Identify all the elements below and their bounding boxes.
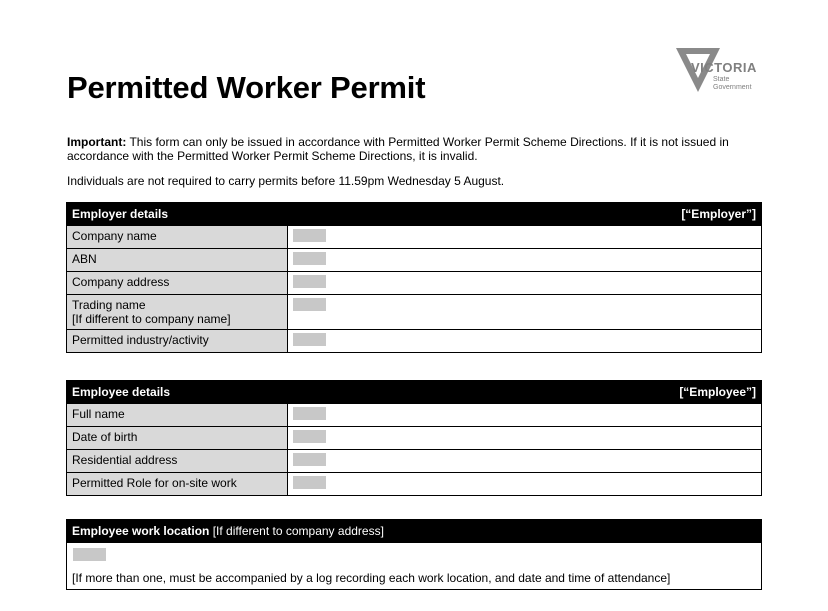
logo-subtitle: State Government: [713, 76, 752, 91]
work-location-section: [66, 519, 762, 590]
table-row: [67, 404, 762, 427]
permitted-industry-field[interactable]: [293, 333, 326, 346]
permitted-role-label: Permitted Role for on-site work: [67, 473, 288, 496]
table-row: [67, 473, 762, 496]
employer-tag: [“Employer”]: [681, 207, 756, 221]
important-label: Important:: [67, 135, 127, 149]
employer-details-table: [66, 202, 762, 353]
table-row: [67, 295, 762, 330]
work-location-heading-note: [If different to company address]: [209, 524, 384, 538]
victoria-government-logo: [674, 46, 764, 96]
company-address-field[interactable]: [293, 275, 326, 288]
employee-tag: [“Employee”]: [679, 385, 756, 399]
page-title: Permitted Worker Permit: [67, 70, 426, 105]
table-row: [67, 226, 762, 249]
employer-header: [67, 203, 762, 226]
important-notice: [67, 136, 782, 163]
permitted-role-field[interactable]: [293, 476, 326, 489]
residential-address-field[interactable]: [293, 453, 326, 466]
important-text: This form can only be issued in accordance with Permitted Worker Permit Scheme Directions. If it is not issued in accordance with the Permitted Worker Permit Scheme Directions, it is invalid.: [67, 135, 729, 163]
employee-details-table: [66, 380, 762, 496]
trading-name-field[interactable]: [293, 298, 326, 311]
work-location-note: [If more than one, must be accompanied by a log recording each work location, and date and time of attendance]: [72, 571, 671, 585]
date-of-birth-label: Date of birth: [67, 427, 288, 450]
table-row: [67, 272, 762, 295]
company-name-label: Company name: [67, 226, 288, 249]
table-row: [67, 249, 762, 272]
employee-header: [67, 381, 762, 404]
abn-label: ABN: [67, 249, 288, 272]
table-row: [67, 427, 762, 450]
work-location-heading: Employee work location: [72, 524, 210, 538]
abn-field[interactable]: [293, 252, 326, 265]
date-of-birth-field[interactable]: [293, 430, 326, 443]
work-location-field[interactable]: [73, 548, 106, 561]
full-name-field[interactable]: [293, 407, 326, 420]
table-row: [67, 330, 762, 353]
permitted-industry-label: Permitted industry/activity: [67, 330, 288, 353]
company-address-label: Company address: [67, 272, 288, 295]
employer-heading: Employer details: [72, 207, 169, 221]
table-row: [67, 450, 762, 473]
logo-wordmark: VICTORIA: [691, 60, 757, 75]
company-name-field[interactable]: [293, 229, 326, 242]
residential-address-label: Residential address: [67, 450, 288, 473]
employee-heading: Employee details: [72, 385, 171, 399]
work-location-header: [67, 520, 761, 543]
trading-name-label: Trading name [If different to company name]: [67, 295, 288, 330]
carry-permit-notice: Individuals are not required to carry permits before 11.59pm Wednesday 5 August.: [67, 174, 505, 188]
full-name-label: Full name: [67, 404, 288, 427]
